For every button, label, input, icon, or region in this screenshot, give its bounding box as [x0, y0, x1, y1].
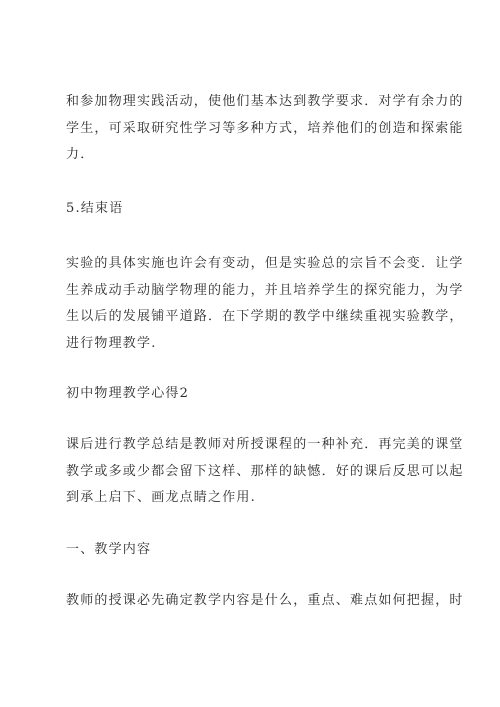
text-line: 生以后的发展铺平道路．在下学期的教学中继续重视实验教学， — [66, 309, 464, 324]
section-heading-teaching-content: 一、教学内容 — [66, 542, 152, 557]
paragraph-practice-activities — [66, 89, 464, 169]
section-heading-teaching-notes-2: 初中物理教学心得2 — [66, 386, 190, 401]
text-line: 进行物理教学. — [66, 335, 157, 351]
text-line: 课后进行教学总结是教师对所授课程的一种补充．再完美的课堂 — [66, 437, 464, 452]
paragraph-post-class-summary — [66, 432, 464, 512]
text-line: 教师的授课必先确定教学内容是什么，重点、难点如何把握，时 — [66, 593, 464, 608]
paragraph-experiment-implementation — [66, 251, 464, 357]
section-heading-conclusion: 5.结束语 — [66, 201, 124, 216]
text-line: 生养成动手动脑学物理的能力，并且培养学生的探究能力，为学 — [66, 282, 464, 298]
text-line: 学生，可采取研究性学习等多种方式，培养他们的创造和探索能 — [66, 120, 464, 136]
text-line: 和参加物理实践活动，使他们基本达到教学要求．对学有余力的 — [66, 94, 464, 109]
paragraph-teaching-content — [66, 588, 464, 615]
text-line: 力． — [66, 147, 95, 162]
text-line: 实验的具体实施也许会有变动，但是实验总的宗旨不会变．让学 — [66, 256, 464, 271]
text-line: 到承上启下、画龙点睛之作用. — [66, 490, 256, 505]
text-line: 教学或多或少都会留下这样、那样的缺憾．好的课后反思可以起 — [66, 463, 464, 479]
